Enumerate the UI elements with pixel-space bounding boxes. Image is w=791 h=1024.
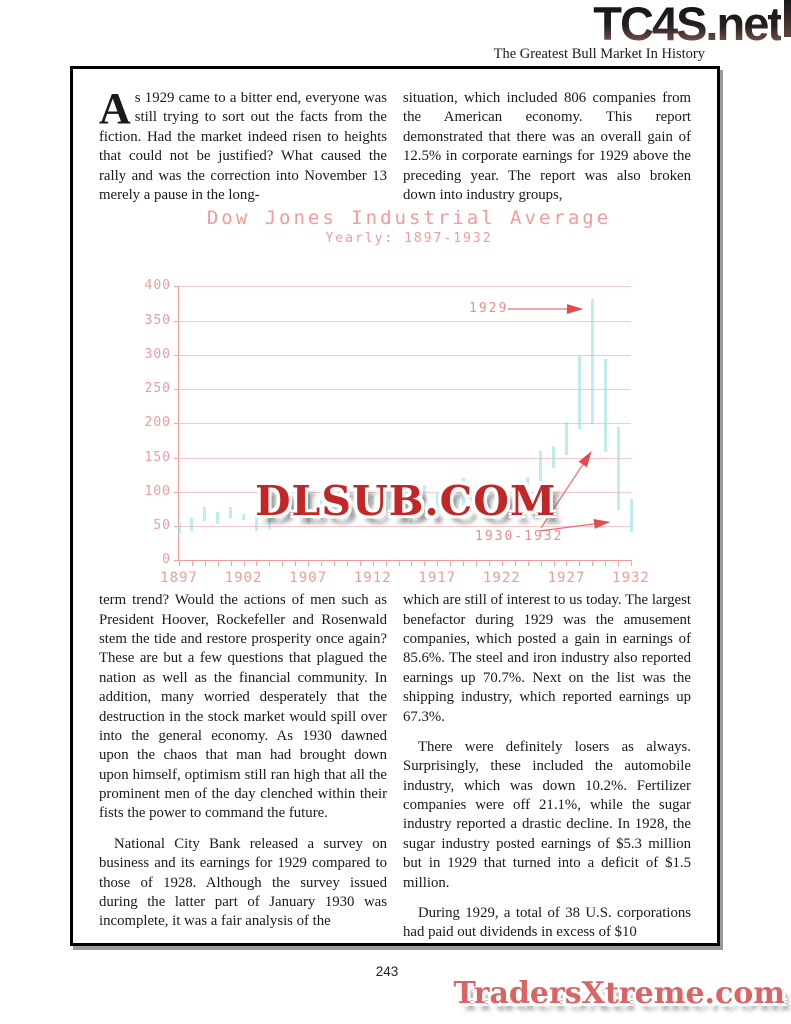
x-tick-label: 1927 <box>547 570 586 587</box>
chart-subtitle: Yearly: 1897-1932 <box>325 231 493 247</box>
x-tick <box>256 560 257 566</box>
x-tick-label: 1907 <box>289 570 327 587</box>
y-tick-label: 300 <box>144 346 171 362</box>
y-tick-label: 50 <box>153 518 171 534</box>
y-tick-label: 100 <box>144 483 171 499</box>
annotation-1930-1932: 1930-1932 <box>475 529 564 545</box>
x-tick <box>489 560 490 566</box>
paragraph: As 1929 came to a bitter end, everyone was still trying to sort out the facts from the fiction. Had the market indeed risen to heights that could not be justified? What caused the rally and was the correction into November 13 merely a pause in the long- <box>99 84 387 203</box>
annotation-1929: 1929 <box>469 301 509 317</box>
x-tick <box>244 560 245 566</box>
y-tick <box>174 321 179 322</box>
book-tagline: The Greatest Bull Market In History <box>493 46 705 62</box>
x-tick <box>334 560 335 566</box>
paragraph: term trend? Would the actions of men such as President Hoover, Rockefeller and Rosenwald stem the tide and restore prosperity once again? These are but a few questions that plagued the nation as well as the financial community. In addition, many worried desperately that the destruction in the stock market would spill over into the general economy. As 1930 dawned upon the chaos that man had brought down upon himself, optimism still ran high that all the prominent men of the day clenched within their fists the power to command the future. <box>99 592 387 822</box>
x-tick <box>515 560 516 566</box>
paragraph: which are still of interest to us today. The largest benefactor during 1929 was the amusement companies, which posted a gain in earnings of 85.6%. The steel and iron industry also reported earnings up 70.7%. Next on the list was the shipping industry, which reported earnings up 67.3%. <box>403 592 691 725</box>
y-tick <box>174 389 179 390</box>
x-tick <box>476 560 477 566</box>
x-tick-label: 1897 <box>160 570 198 587</box>
logo-edge-strip <box>784 0 791 37</box>
x-tick-label: 1902 <box>224 570 263 587</box>
tc4s-logo: TC4S.net <box>593 0 781 50</box>
paragraph: situation, which included 806 companies from the American economy. This report demonstrated that there was an overall gain of 12.5% in corporate earnings for 1929 above the preceding year. The report was also broken down into industry groups, <box>403 90 691 203</box>
y-tick-label: 350 <box>144 312 171 328</box>
y-tick <box>174 458 179 459</box>
x-tick <box>205 560 206 566</box>
right-column-bottom <box>403 591 691 942</box>
x-tick <box>631 560 632 566</box>
left-column-top <box>99 84 387 205</box>
x-tick <box>373 560 374 566</box>
x-tick <box>411 560 412 566</box>
x-tick <box>566 560 567 566</box>
x-tick-label: 1922 <box>482 570 521 587</box>
y-tick-label: 200 <box>144 415 171 431</box>
bottom-text-row <box>99 591 691 942</box>
paragraph: There were definitely losers as always. Surprisingly, these included the automobile industry, which was down 10.2%. Fertilizer companies were off 21.1%, while the sugar industry reported a drastic decline. In 1928, the sugar industry posted earnings of $5.3 million but in 1929 that turned into a deficit of $1.5 million. <box>403 738 691 891</box>
top-text-row <box>99 84 691 205</box>
y-tick-label: 250 <box>144 381 171 397</box>
tradersxtreme-logo: TradersXtreme.com <box>453 976 785 1011</box>
x-tick <box>218 560 219 566</box>
x-tick <box>618 560 619 566</box>
x-tick <box>541 560 542 566</box>
djia-chart <box>99 207 691 587</box>
x-tick <box>269 560 270 566</box>
paragraph: National City Bank released a survey on business and its earnings for 1929 compared to those of 1928. Although the survey issued during the latter part of January 1930 was incomplete, it was a fair analysis of the <box>99 835 387 930</box>
x-tick <box>592 560 593 566</box>
y-tick <box>174 526 179 527</box>
y-tick-label: 400 <box>144 278 171 294</box>
plot-area <box>144 278 650 587</box>
chart-title: Dow Jones Industrial Average <box>206 207 612 230</box>
x-tick <box>463 560 464 566</box>
left-column-bottom <box>99 591 387 942</box>
x-tick <box>282 560 283 566</box>
x-tick-label: 1932 <box>612 570 650 587</box>
right-column-top <box>403 89 691 205</box>
x-tick <box>579 560 580 566</box>
y-tick-label: 0 <box>162 552 171 568</box>
x-tick <box>424 560 425 566</box>
y-tick <box>174 423 179 424</box>
y-tick-label: 150 <box>144 449 171 465</box>
x-tick <box>502 560 503 566</box>
y-tick <box>174 355 179 356</box>
page-frame <box>70 66 720 946</box>
x-tick <box>437 560 438 566</box>
x-tick <box>192 560 193 566</box>
x-tick-label: 1917 <box>418 570 457 587</box>
page-number: 243 <box>375 964 399 979</box>
paragraph: During 1929, a total of 38 U.S. corporations had paid out dividends in excess of $10 <box>403 904 691 941</box>
y-tick <box>174 286 179 287</box>
x-tick <box>360 560 361 566</box>
x-tick <box>321 560 322 566</box>
dlsub-watermark: DLSUB.COM <box>255 477 557 526</box>
y-tick <box>174 492 179 493</box>
dropcap-letter: A <box>99 84 131 133</box>
x-tick <box>308 560 309 566</box>
x-tick <box>231 560 232 566</box>
x-tick <box>347 560 348 566</box>
x-tick <box>605 560 606 566</box>
x-tick <box>399 560 400 566</box>
x-tick <box>528 560 529 566</box>
x-tick <box>554 560 555 566</box>
x-tick <box>450 560 451 566</box>
x-tick <box>295 560 296 566</box>
x-tick <box>386 560 387 566</box>
x-tick-label: 1912 <box>353 570 392 587</box>
x-tick <box>179 560 180 566</box>
